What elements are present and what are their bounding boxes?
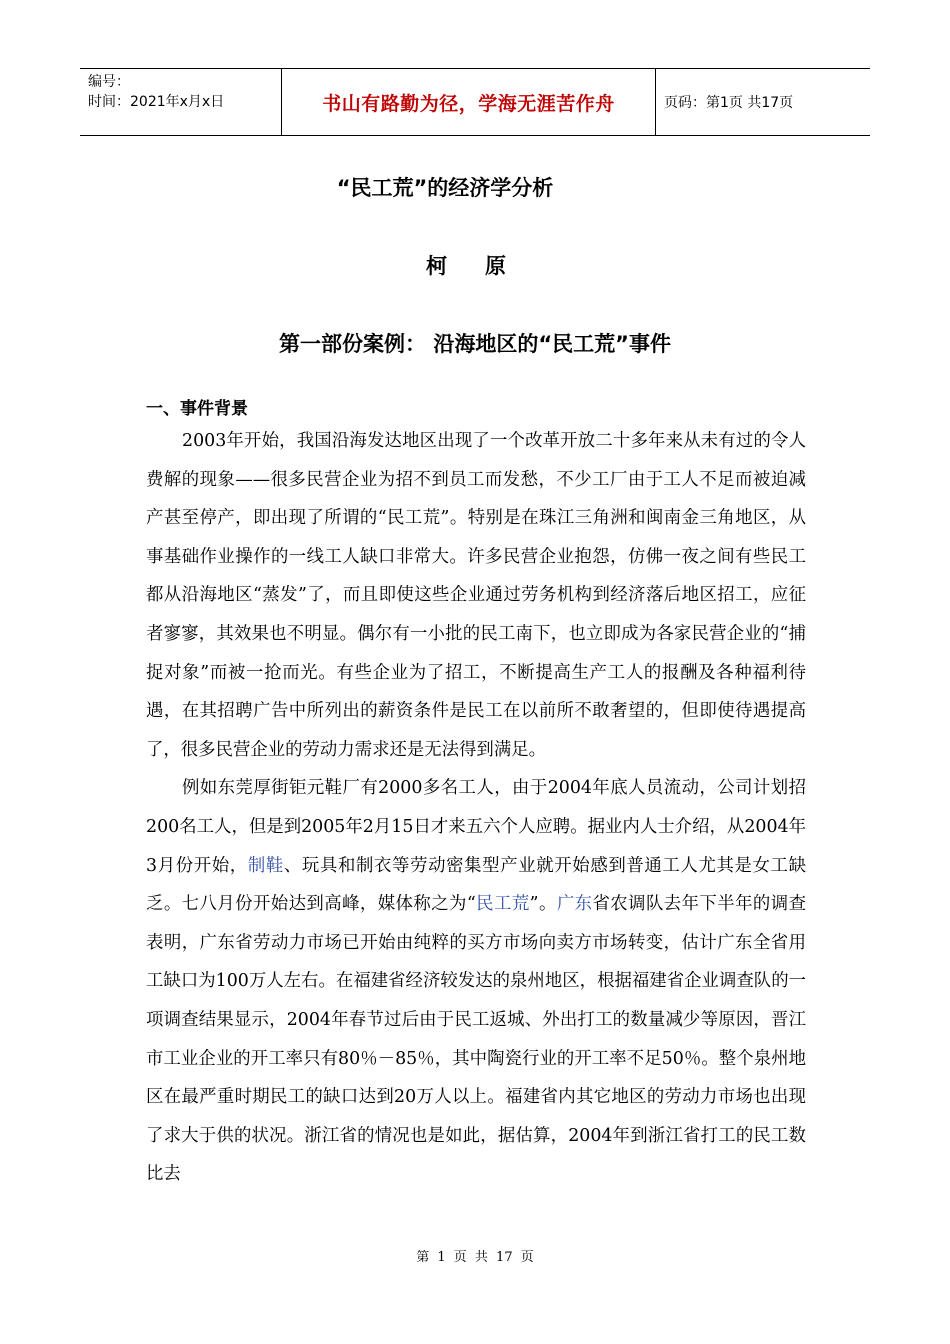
page-info: 页码：第1页 共17页: [664, 95, 794, 111]
paragraph-2-part-a: 例如东莞厚街钜元鞋厂有2000多名工人，由于2004年底人员流动，公司计划招200名工人，但是到2005年2月15日才来五六个人应聘。据业内人士介绍，从2004年3月份开始，: [146, 778, 806, 876]
paragraph-2-part-d: 省农调队去年下半年的调查表明，广东省劳动力市场已开始由纯粹的买方市场向卖方市场转变，估计广东全省用工缺口为100万人左右。在福建省经济较发达的泉州地区，根据福建省企业调查队的一项调查结果显示，2004年春节过后由于民工返城、外出打工的数量减少等原因，晋江市工业企业的开工率只有80％－85％，其中陶瓷行业的开工率不足50％。整个泉州地区在最严重时期民工的缺口达到20万人以上。福建省内其它地区的劳动力市场也出现了求大于供的状况。浙江省的情况也是如此，据估算，2004年到浙江省打工的民工数比去: [146, 894, 806, 1185]
link-shoemaking[interactable]: 制鞋: [247, 855, 284, 876]
number-label: 编号：: [88, 74, 130, 90]
header-page-cell: [656, 69, 870, 135]
part-title: 第一部份案例： 沿海地区的“民工荒”事件: [279, 332, 671, 356]
paragraph-2-part-b: 、玩具和制衣等劳动密集型产业就开始感到普通工人尤其是女工缺乏。七八月份开始达到高峰，媒体称之为“: [146, 855, 806, 915]
author-name: 柯原: [426, 254, 544, 278]
time-label: 时间：2021年x月x日: [88, 94, 225, 110]
header-meta-cell: [80, 69, 282, 135]
paragraph-2-part-c: ”。: [529, 894, 557, 915]
header-table: [80, 68, 870, 136]
section-heading: 一、事件背景: [146, 399, 248, 419]
document-title: “民工荒”的经济学分析: [336, 176, 554, 200]
paragraph-2: [146, 769, 806, 1194]
page-footer: 第 1 页 共 17 页: [416, 1250, 534, 1265]
link-guangdong[interactable]: 广东: [556, 894, 593, 915]
body-text: [146, 422, 806, 1194]
motto-text: 书山有路勤为径，学海无涯苦作舟: [322, 92, 615, 115]
header-motto-cell: [282, 69, 656, 135]
link-labor-shortage[interactable]: 民工荒: [475, 894, 530, 915]
paragraph-1: 2003年开始，我国沿海发达地区出现了一个改革开放二十多年来从未有过的令人费解的现象——很多民营企业为招不到员工而发愁，不少工厂由于工人不足而被迫减产甚至停产，即出现了所谓的“民工荒”。特别是在珠江三角洲和闽南金三角地区，从事基础作业操作的一线工人缺口非常大。许多民营企业抱怨，仿佛一夜之间有些民工都从沿海地区“蒸发”了，而且即使这些企业通过劳务机构到经济落后地区招工，应征者寥寥，其效果也不明显。偶尔有一小批的民工南下，也立即成为各家民营企业的“捕捉对象”而被一抢而光。有些企业为了招工，不断提高生产工人的报酬及各种福利待遇，在其招聘广告中所列出的薪资条件是民工在以前所不敢奢望的，但即使待遇提高了，很多民营企业的劳动力需求还是无法得到满足。: [146, 431, 806, 760]
